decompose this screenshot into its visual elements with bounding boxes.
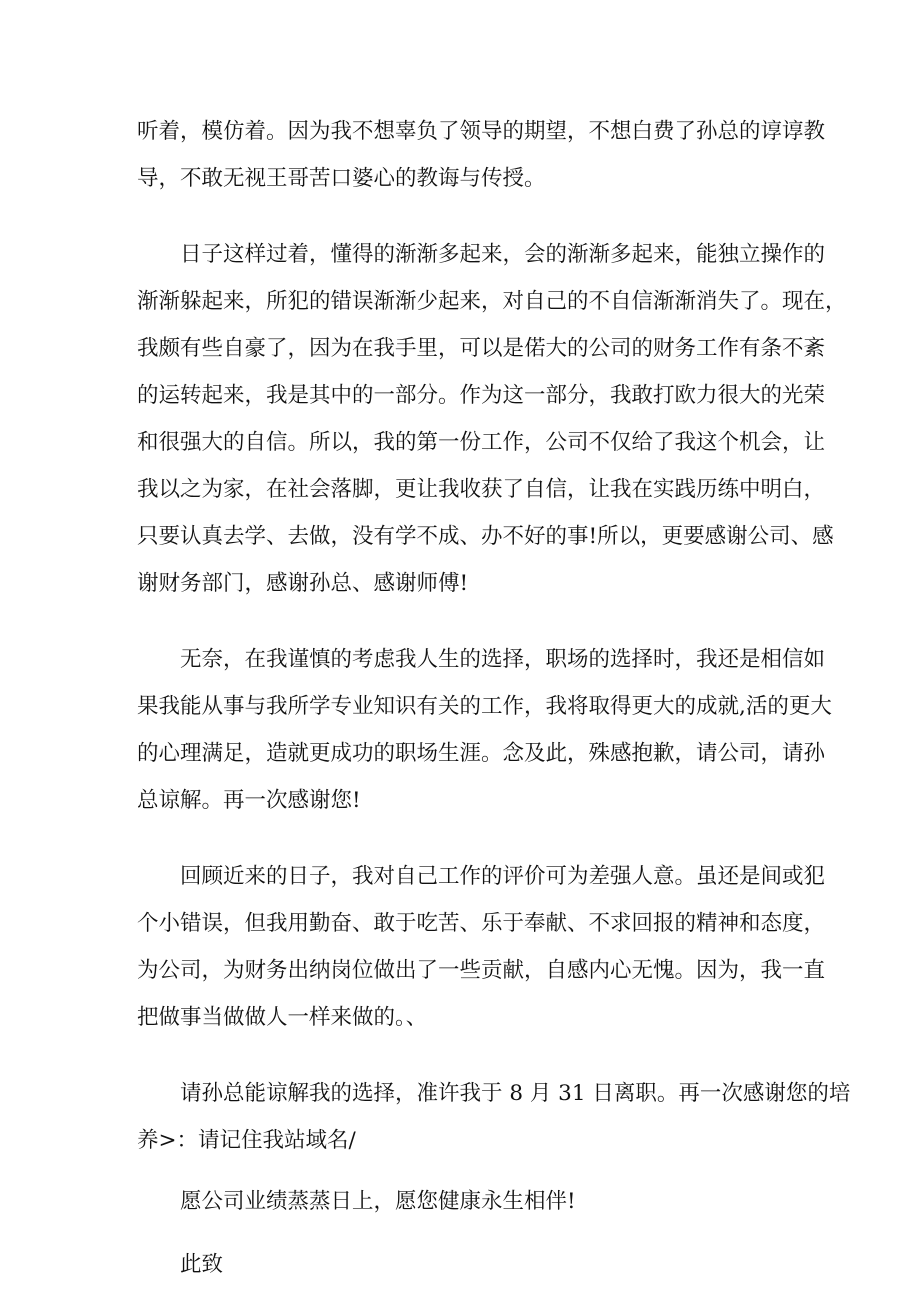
text-line: 和很强大的自信。所以，我的第一份工作，公司不仅给了我这个机会，让 <box>137 430 826 455</box>
text-line: 谢财务部门，感谢孙总、感谢师傅! <box>137 571 469 596</box>
text-line: 把做事当做做人一样来做的。、 <box>137 1005 428 1030</box>
closing-salutation: 此致 <box>180 1252 224 1277</box>
text-line: 我颇有些自豪了，因为在我手里，可以是偌大的公司的财务工作有条不紊 <box>137 336 826 361</box>
text-line: 的心理满足，造就更成功的职场生涯。念及此，殊感抱歉，请公司，请孙 <box>137 741 826 766</box>
text-line: 导，不敢无视王哥苦口婆心的教诲与传授。 <box>137 166 546 191</box>
text-line: 为公司，为财务出纳岗位做出了一些贡献，自感内心无愧。因为，我一直 <box>137 958 826 983</box>
text-line: 个小错误，但我用勤奋、敢于吃苦、乐于奉献、不求回报的精神和态度， <box>137 911 826 936</box>
text-line: 回顾近来的日子，我对自己工作的评价可为差强人意。虽还是间或犯 <box>180 864 826 889</box>
text-line: 请孙总能谅解我的选择，准许我于 8 月 31 日离职。再一次感谢您的培 <box>180 1081 851 1106</box>
text-line: 我以之为家，在社会落脚，更让我收获了自信，让我在实践历练中明白， <box>137 477 826 502</box>
text-line: 日子这样过着，懂得的渐渐多起来，会的渐渐多起来，能独立操作的 <box>180 242 826 267</box>
text-line: 听着，模仿着。因为我不想辜负了领导的期望，不想白费了孙总的谆谆教 <box>137 119 826 144</box>
text-line: 养>：请记住我站域名/ <box>137 1128 356 1153</box>
text-line: 渐渐躲起来，所犯的错误渐渐少起来，对自己的不自信渐渐消失了。现在， <box>137 289 847 314</box>
text-line: 果我能从事与我所学专业知识有关的工作，我将取得更大的成就,活的更大 <box>137 694 832 719</box>
text-line: 愿公司业绩蒸蒸日上，愿您健康永生相伴! <box>180 1189 576 1214</box>
text-line: 只要认真去学、去做，没有学不成、办不好的事!所以，更要感谢公司、感 <box>137 524 834 549</box>
text-line: 总谅解。再一次感谢您! <box>137 788 361 813</box>
text-line: 的运转起来，我是其中的一部分。作为这一部分，我敢打欧力很大的光荣 <box>137 383 826 408</box>
text-line: 无奈，在我谨慎的考虑我人生的选择，职场的选择时，我还是相信如 <box>180 647 826 672</box>
